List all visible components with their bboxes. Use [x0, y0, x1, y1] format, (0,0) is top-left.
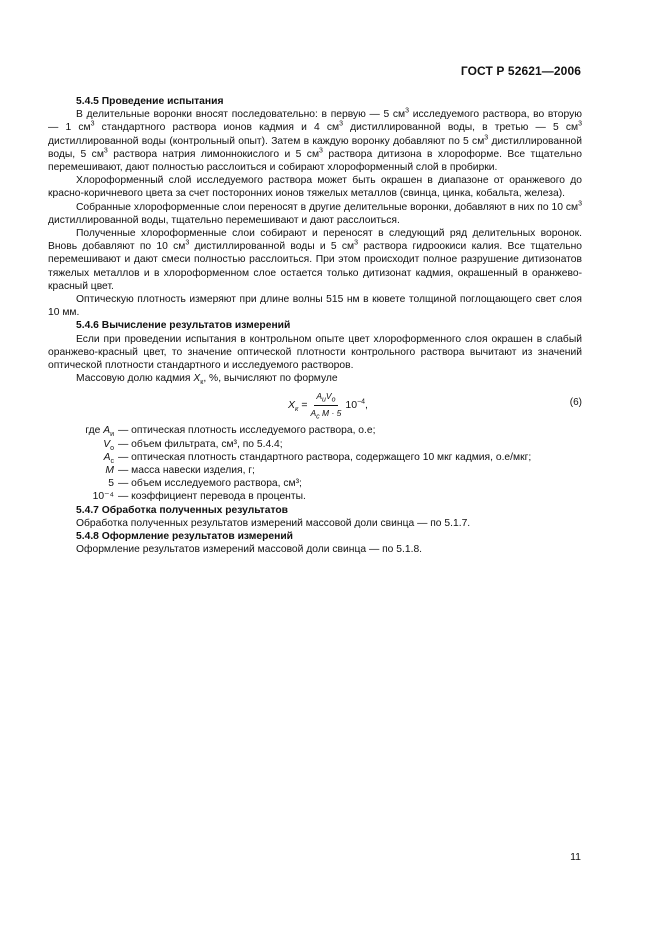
page-number: 11	[570, 851, 581, 863]
section-5-4-5-paragraph-2: Хлороформенный слой исследуемого раствора может быть окрашен в диапазоне от оранжевого до красно-коричневого цвета за счет посторонних ионов тяжелых металлов (свинца, цинка, кобальта, железа).	[48, 175, 582, 200]
legend-item: 10⁻⁴ — коэффициент перевода в проценты.	[92, 491, 306, 503]
formula-expression	[288, 390, 368, 419]
section-5-4-8-heading: 5.4.8 Оформление результатов измерений	[76, 531, 293, 543]
section-5-4-8-paragraph-1: Оформление результатов измерений массовой доли свинца — по 5.1.8.	[76, 544, 423, 556]
section-5-4-7-paragraph-1: Обработка полученных результатов измерений массовой доли свинца — по 5.1.7.	[76, 517, 471, 529]
document-body	[48, 95, 582, 557]
legend-item: где $A_и$ — оптическая плотность исследуемого раствора, о.е;	[85, 425, 376, 439]
formula-denominator: $A_с$ M · 5	[310, 407, 342, 421]
section-5-4-5-paragraph-1: В делительные воронки вносят последовательно: в первую — 5 $см^3$ исследуемого раствора, во вторую — 1 $см^3$ стандартного раствора ионов кадмия и 4 $см^3$ дистиллированной воды, в третью — 5 $см^3$ дистиллированной воды (контрольный опыт). Затем в каждую воронку добавляют по 5 $см^3$ дистиллированной воды, 5 $см^3$ раствора натрия лимоннокислого и 5 $см^3$ раствора дитизона в хлороформе. Все тщательно перемешивают, дают полностью расслоиться и собирают хлороформенный слой в пробирки.	[48, 107, 582, 174]
formula-numerator: $A_иV_о$	[316, 391, 336, 405]
section-5-4-7-heading: 5.4.7 Обработка полученных результатов	[76, 504, 288, 516]
legend-item: $V_о$ — объем фильтрата, см³, по 5.4.4;	[103, 438, 283, 452]
formula-6	[48, 386, 582, 424]
section-5-4-6-heading: 5.4.6 Вычисление результатов измерений	[76, 320, 291, 332]
section-5-4-5-paragraph-5: Оптическую плотность измеряют при длине волны 515 нм в кювете толщиной поглощающего свет слоя 10 мм.	[48, 294, 582, 319]
formula-fraction	[310, 390, 341, 419]
legend-item: 5 — объем исследуемого раствора, см³;	[108, 478, 302, 490]
document-id-header: ГОСТ Р 52621—2006	[460, 64, 581, 78]
formula-lhs: $X_к$	[288, 398, 299, 413]
section-5-4-5-heading: 5.4.5 Проведение испытания	[76, 96, 224, 107]
formula-legend	[48, 424, 582, 503]
section-5-4-6-paragraph-2: Массовую долю кадмия $X_к$, %, вычисляют по формуле	[76, 373, 338, 387]
legend-item: $A_с$ — оптическая плотность стандартного раствора, содержащего 10 мкг кадмия, о.е/мкг;	[103, 451, 532, 465]
formula-multiplier: $10^{-4}$,	[345, 398, 368, 411]
formula-equals: =	[301, 398, 308, 411]
section-5-4-5-paragraph-4: Полученные хлороформенные слои собирают и переносят в следующий ряд делительных воронок. Вновь добавляют по 10 $см^3$ дистиллированной воды и 5 $см^3$ раствора гидроокиси калия. Все тщательно перемешивают и дают смеси полностью расслоиться. При этом происходит полное разрушение дитизонатов тяжелых металлов и в хлороформенном слое остается только дитизонат кадмия, окрашенный в оранжево-красный цвет.	[48, 228, 582, 292]
section-5-4-5-paragraph-3: Собранные хлороформенные слои переносят в другие делительные воронки, добавляют в них по 10 $см^3$ дистиллированной воды, тщательно перемешивают и дают расслоиться.	[48, 200, 582, 226]
section-5-4-6-paragraph-1: Если при проведении испытания в контрольном опыте цвет хлороформенного слоя окрашен в слабый оранжево-красный цвет, то значение оптической плотности контрольного раствора вычитают из значений оптической плотности стандартного и исследуемого растворов.	[48, 333, 582, 372]
formula-number: (6)	[569, 397, 582, 409]
legend-item: M — масса навески изделия, г;	[105, 465, 255, 477]
